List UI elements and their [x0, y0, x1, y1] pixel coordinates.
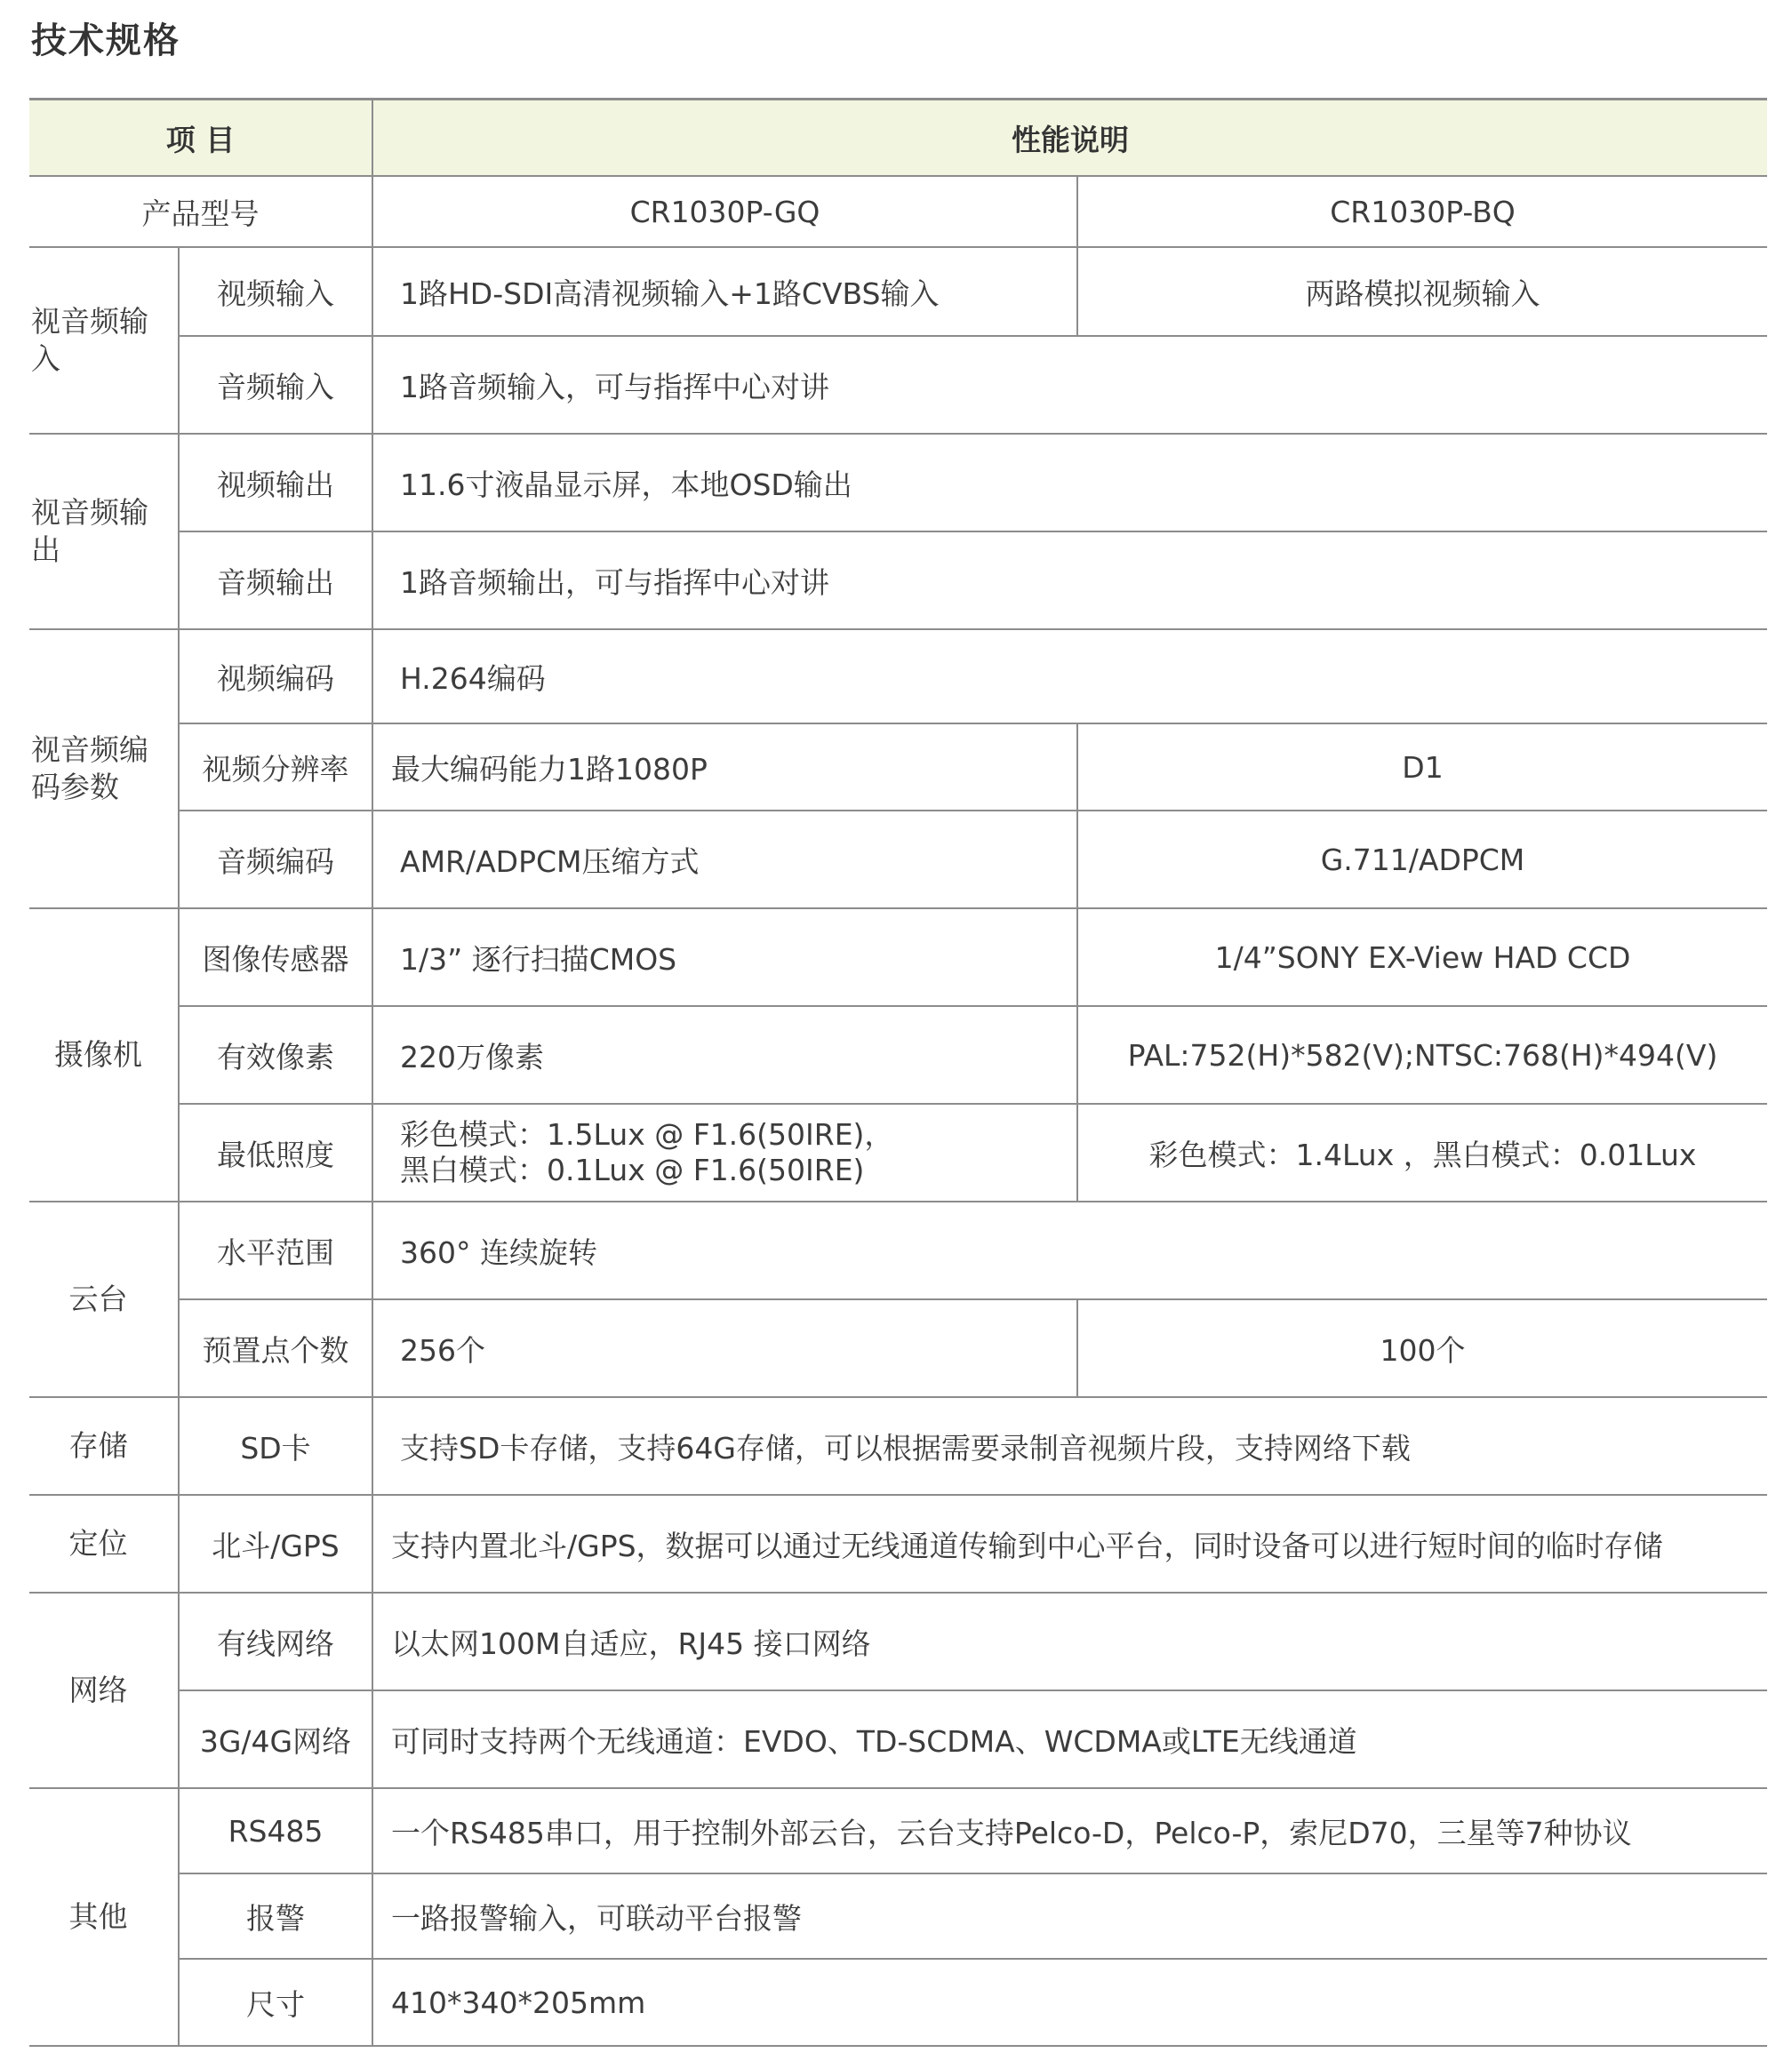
ptz-range-label: 水平范围: [179, 1202, 372, 1299]
rs485-value: 一个RS485串口，用于控制外部云台，云台支持Pelco-D，Pelco-P，索尼D70，三星等7种协议: [372, 1788, 1767, 1873]
audio-encoding-a: AMR/ADPCM压缩方式: [372, 811, 1077, 908]
video-encoding-value: H.264编码: [372, 629, 1767, 723]
resolution-a: 最大编码能力1路1080P: [372, 723, 1077, 811]
resolution-label: 视频分辨率: [179, 723, 372, 811]
pixels-label: 有效像素: [179, 1006, 372, 1104]
table-header-row: [29, 100, 1767, 177]
lux-a-line2: 黑白模式：0.1Lux @ F1.6(50IRE): [400, 1153, 865, 1187]
lux-label: 最低照度: [179, 1104, 372, 1202]
table-row-audio-output: [29, 531, 1767, 629]
alarm-label: 报警: [179, 1873, 372, 1959]
table-row-size: [29, 1959, 1767, 2046]
category-av-input: 视音频输入: [29, 247, 179, 434]
header-item: 项 目: [29, 100, 372, 177]
table-row-wireless: [29, 1690, 1767, 1788]
model-label: 产品型号: [29, 176, 372, 247]
table-row-video-input: [29, 247, 1767, 336]
table-row-pixels: [29, 1006, 1767, 1104]
positioning-label: 北斗/GPS: [179, 1495, 372, 1593]
size-value: 410*340*205mm: [372, 1959, 1767, 2046]
positioning-value: 支持内置北斗/GPS，数据可以通过无线通道传输到中心平台，同时设备可以进行短时间的临时存储: [372, 1495, 1767, 1593]
storage-label: SD卡: [179, 1397, 372, 1495]
category-av-output: 视音频输出: [29, 434, 179, 629]
audio-encoding-label: 音频编码: [179, 811, 372, 908]
table-row-audio-encoding: [29, 811, 1767, 908]
ptz-preset-a: 256个: [372, 1299, 1077, 1397]
audio-output-label: 音频输出: [179, 531, 372, 629]
category-storage: 存储: [29, 1397, 179, 1495]
pixels-b: PAL:752(H)*582(V);NTSC:768(H)*494(V): [1077, 1006, 1767, 1104]
ptz-preset-label: 预置点个数: [179, 1299, 372, 1397]
table-row-resolution: [29, 723, 1767, 811]
video-output-value: 11.6寸液晶显示屏，本地OSD输出: [372, 434, 1767, 531]
wired-label: 有线网络: [179, 1593, 372, 1690]
table-row-sensor: [29, 908, 1767, 1006]
category-ptz: 云台: [29, 1202, 179, 1397]
header-performance: 性能说明: [372, 100, 1767, 177]
wireless-label: 3G/4G网络: [179, 1690, 372, 1788]
video-input-b: 两路模拟视频输入: [1077, 247, 1767, 336]
table-row-lux: [29, 1104, 1767, 1202]
category-other: 其他: [29, 1788, 179, 2046]
table-row-ptz-range: [29, 1202, 1767, 1299]
model-a: CR1030P-GQ: [372, 176, 1077, 247]
alarm-value: 一路报警输入，可联动平台报警: [372, 1873, 1767, 1959]
sensor-label: 图像传感器: [179, 908, 372, 1006]
page-title: 技术规格: [31, 20, 180, 61]
video-output-label: 视频输出: [179, 434, 372, 531]
ptz-range-value: 360° 连续旋转: [372, 1202, 1767, 1299]
table-row-model: [29, 176, 1767, 247]
audio-input-label: 音频输入: [179, 336, 372, 434]
table-row-storage: [29, 1397, 1767, 1495]
table-row-audio-input: [29, 336, 1767, 434]
category-encoding: 视音频编码参数: [29, 629, 179, 908]
video-input-a: 1路HD-SDI高清视频输入+1路CVBS输入: [372, 247, 1077, 336]
audio-input-value: 1路音频输入，可与指挥中心对讲: [372, 336, 1767, 434]
resolution-b: D1: [1077, 723, 1767, 811]
table-row-ptz-preset: [29, 1299, 1767, 1397]
sensor-b: 1/4”SONY EX-View HAD CCD: [1077, 908, 1767, 1006]
category-network: 网络: [29, 1593, 179, 1788]
table-row-video-output: [29, 434, 1767, 531]
spec-table: [29, 98, 1767, 2047]
video-input-label: 视频输入: [179, 247, 372, 336]
category-positioning: 定位: [29, 1495, 179, 1593]
table-row-rs485: [29, 1788, 1767, 1873]
model-b: CR1030P-BQ: [1077, 176, 1767, 247]
lux-a: [372, 1104, 1077, 1202]
table-row-alarm: [29, 1873, 1767, 1959]
wireless-value: 可同时支持两个无线通道：EVDO、TD-SCDMA、WCDMA或LTE无线通道: [372, 1690, 1767, 1788]
pixels-a: 220万像素: [372, 1006, 1077, 1104]
rs485-label: RS485: [179, 1788, 372, 1873]
category-camera: 摄像机: [29, 908, 179, 1202]
lux-a-line1: 彩色模式：1.5Lux @ F1.6(50IRE)，: [400, 1117, 894, 1152]
table-row-positioning: [29, 1495, 1767, 1593]
audio-encoding-b: G.711/ADPCM: [1077, 811, 1767, 908]
audio-output-value: 1路音频输出，可与指挥中心对讲: [372, 531, 1767, 629]
table-row-video-encoding: [29, 629, 1767, 723]
lux-b: 彩色模式：1.4Lux ，黑白模式：0.01Lux: [1077, 1104, 1767, 1202]
table-row-wired: [29, 1593, 1767, 1690]
sensor-a: 1/3” 逐行扫描CMOS: [372, 908, 1077, 1006]
storage-value: 支持SD卡存储，支持64G存储，可以根据需要录制音视频片段，支持网络下载: [372, 1397, 1767, 1495]
wired-value: 以太网100M自适应，RJ45 接口网络: [372, 1593, 1767, 1690]
size-label: 尺寸: [179, 1959, 372, 2046]
video-encoding-label: 视频编码: [179, 629, 372, 723]
ptz-preset-b: 100个: [1077, 1299, 1767, 1397]
